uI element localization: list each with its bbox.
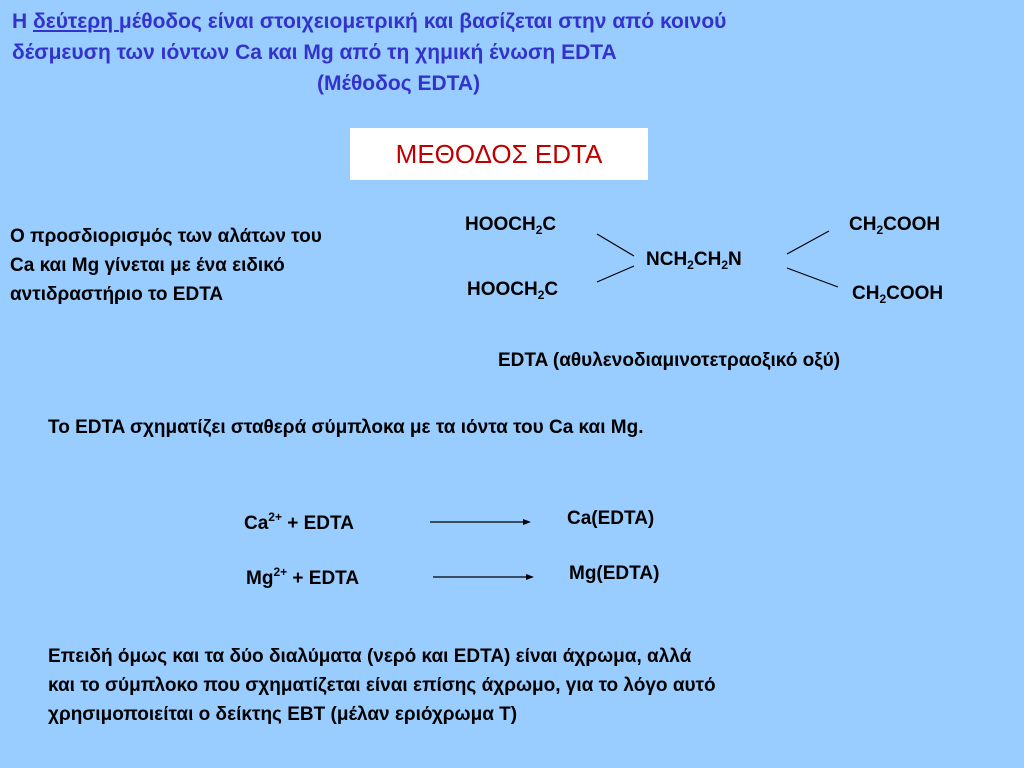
bond-bottom-left	[597, 266, 634, 282]
header-line-1-rest: μέθοδος είναι στοιχειομετρική και βασίζεται στην από κοινού	[118, 10, 727, 33]
final-paragraph	[48, 642, 716, 729]
intro-line-3: αντιδραστήριο το EDTA	[10, 284, 224, 305]
bond-bottom-right	[787, 268, 838, 287]
header-underlined-word: δεύτερη	[33, 10, 119, 33]
formula-bottom-left: $HOOCH_2C$	[467, 279, 559, 302]
intro-line-2: Ca και Mg γίνεται με ένα ειδικό	[10, 255, 285, 276]
reaction-1-product: Ca(EDTA)	[567, 508, 655, 529]
final-line-1: Επειδή όμως και τα δύο διαλύματα (νερό και EDTA) είναι άχρωμα, αλλά	[48, 646, 692, 667]
header-line-2: δέσμευση των ιόντων Ca και Mg από τη χημική ένωση EDTA	[12, 41, 617, 64]
complex-statement: Το EDTA σχηματίζει σταθερά σύμπλοκα με τα ιόντα του Ca και Mg.	[48, 417, 644, 438]
header-prefix: Η	[12, 10, 33, 33]
reaction-1-reactants: $Ca^{2+}$ + EDTA	[244, 510, 354, 534]
reaction-arrow-1-head	[523, 519, 531, 525]
reaction-arrow-2-head	[526, 574, 534, 580]
final-line-3: χρησιμοποιείται ο δείκτης EBT (μέλαν εριόχρωμα Τ)	[48, 704, 518, 725]
slide-title: ΜΕΘΟΔΟΣ EDTA	[350, 128, 648, 180]
formula-bottom-right: $CH_2COOH$	[852, 283, 944, 306]
reaction-2-product: Mg(EDTA)	[569, 563, 660, 584]
formula-top-right: $CH_2COOH$	[849, 214, 941, 237]
formula-top-left: $HOOCH_2C$	[465, 214, 557, 237]
header-line-3: (Μέθοδος EDTA)	[317, 72, 481, 95]
formula-center: $NCH_2CH_2N$	[646, 249, 742, 272]
final-line-2: και το σύμπλοκο που σχηματίζεται είναι επίσης άχρωμο, για το λόγο αυτό	[48, 675, 716, 696]
reaction-2-reactants: $Mg^{2+}$ + EDTA	[246, 565, 360, 589]
bond-top-left	[597, 234, 634, 256]
intro-line-1: Ο προσδιορισμός των αλάτων του	[10, 226, 322, 247]
edta-caption: EDTA (αθυλενοδιαμινοτετραοξικό οξύ)	[498, 350, 841, 371]
bond-top-right	[787, 231, 829, 254]
